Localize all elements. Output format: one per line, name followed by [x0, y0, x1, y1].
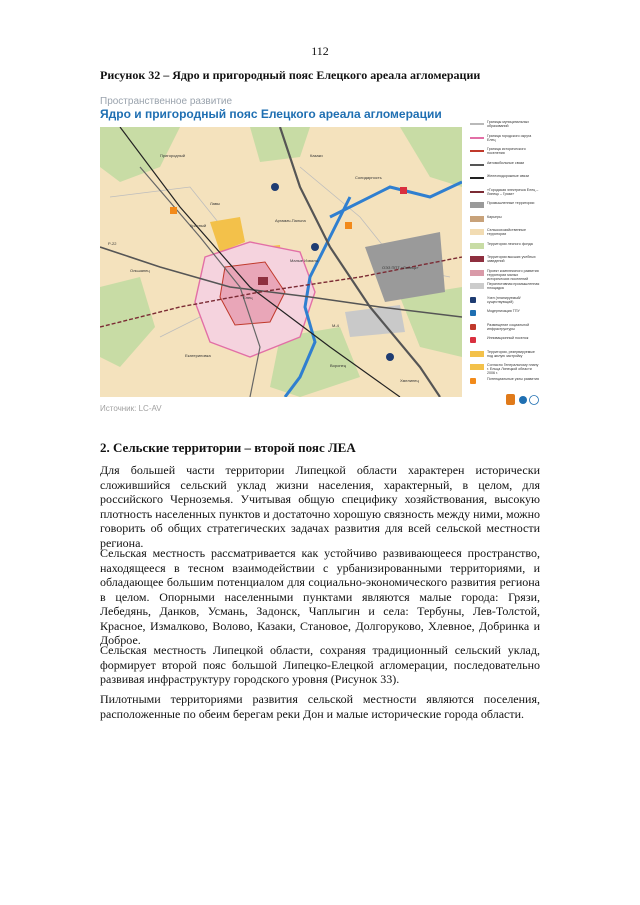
section-heading: 2. Сельские территории – второй пояс ЛЕА — [100, 440, 356, 455]
legend-swatch — [470, 202, 484, 208]
legend-swatch — [470, 177, 484, 179]
legend-swatch — [470, 216, 484, 222]
legend-label: Граница городского округа Елец — [487, 133, 532, 142]
legend-swatch — [470, 324, 476, 330]
legend-label: Границы муниципальных образований — [487, 120, 530, 128]
legend-label: Модернизация ТПУ — [487, 309, 520, 313]
legend-swatch — [470, 150, 484, 152]
legend-item — [470, 228, 540, 237]
legend-swatch — [470, 229, 484, 235]
legend-swatch — [470, 378, 476, 384]
paragraph: Пилотными территориями развития сельской местности являются поселения, расположенные по обеим берегам реки Дон и малые исторические города области. — [100, 692, 540, 721]
node-icon — [271, 183, 279, 191]
legend-swatch — [470, 256, 484, 262]
legend-swatch — [470, 243, 484, 249]
coat-of-arms-icon — [506, 394, 515, 405]
figure-caption: Рисунок 32 – Ядро и пригородный пояс Елецкого ареала агломерации — [100, 68, 481, 82]
map-label-place: Казаки — [310, 153, 323, 158]
map-label-place: Лавы — [210, 201, 220, 206]
legend-item — [470, 120, 540, 129]
legend-item — [470, 336, 540, 345]
node-icon — [311, 243, 319, 251]
legend-item — [470, 174, 540, 183]
page-number: 112 — [311, 44, 329, 58]
map-legend — [470, 120, 540, 420]
map-label-place: Красный — [190, 223, 207, 228]
legend-swatch — [470, 364, 484, 370]
legend-label: Перспективная промышленная площадка — [487, 282, 540, 290]
map-label-place: Екатериновка — [185, 353, 211, 358]
legend-item — [470, 309, 540, 318]
node-icon — [386, 353, 394, 361]
legend-swatch — [470, 297, 476, 303]
map-label-place: Хмелинец — [400, 378, 419, 383]
legend-label: Узел (планируемый/существующий) — [487, 295, 521, 304]
legend-label: Промышленные территории — [487, 201, 535, 205]
potential-node-icon — [345, 222, 352, 229]
legend-label: Железнодорожные связи — [487, 174, 530, 178]
legend-item — [470, 296, 540, 305]
figure-source: Источник: LC-AV — [100, 404, 162, 413]
paragraph: Сельская местность Липецкой области, сохраняя традиционный сельский уклад, формирует второй пояс большой Липецко-Елецкой агломерации, последовательно развивая инфраструктуру городского уровня (Рисунок 33). — [100, 643, 540, 686]
legend-item — [470, 242, 540, 251]
logo-icon — [530, 396, 539, 405]
figure-title: Ядро и пригородный пояс Елецкого ареала агломерации — [100, 107, 442, 121]
emblem-icon — [519, 396, 527, 404]
legend-label: Территории высших учебных заведений — [487, 255, 536, 263]
legend-swatch — [470, 191, 484, 193]
figure-section-label: Пространственное развитие — [100, 96, 233, 107]
legend-label: Территории, резервируемые под жилую застройку — [487, 349, 535, 358]
legend-item — [470, 188, 540, 197]
legend-item — [470, 377, 540, 386]
legend-swatch — [470, 137, 484, 139]
legend-item — [470, 161, 540, 170]
legend-label: Карьеры — [487, 214, 502, 219]
legend-label: Инновационный поселок — [487, 336, 529, 340]
legend-item — [470, 282, 540, 291]
map-label-road: Р-22 — [108, 241, 117, 246]
legend-item — [470, 268, 540, 281]
legend-swatch — [470, 283, 484, 289]
innovation-settlement-icon — [400, 187, 407, 194]
legend-label: «Городская электричка Елец – Липецк – Грязи» — [487, 187, 539, 196]
logos — [505, 392, 540, 407]
paragraph: Для большей части территории Липецкой области характерен исторически сложившийся сельский уклад жизни населения, характерный, в целом, для российского Черноземья. Учитывая общую специфику хозяйствования, высокую плотность населенных пунктов и достаточно хорошую связность между ними, можно говорить об общих стратегических задачах развития для всей сельской местности региона. — [100, 463, 540, 550]
legend-swatch — [470, 123, 484, 125]
legend-item — [470, 350, 540, 359]
university-territory — [258, 277, 268, 285]
legend-item — [470, 201, 540, 210]
legend-label: Размещение социальной инфраструктуры — [487, 322, 530, 331]
legend-item — [470, 215, 540, 224]
agglomeration-map — [100, 127, 462, 397]
legend-item — [470, 255, 540, 264]
legend-label: Потенциальные узлы развития — [487, 376, 539, 381]
map-label-road: М-4 — [332, 323, 339, 328]
legend-item — [470, 147, 540, 156]
legend-label: Проект комплексного развития территории малых исторических поселений — [487, 268, 539, 281]
figure — [100, 92, 540, 424]
map-label-place: Солидарность — [355, 175, 382, 180]
map-label-city: Елец — [243, 295, 253, 300]
legend-swatch — [470, 164, 484, 166]
legend-label: Граница исторического поселения — [487, 147, 526, 155]
map-label-place: Аргамач-Пальна — [275, 218, 306, 223]
legend-item — [470, 134, 540, 143]
paragraph: Сельская местность рассматривается как устойчиво развивающееся пространство, находящееся в тесном взаимодействии с урбанизированными территориями, и обладающее большим потенциалом для социально-экономического развития региона в целом. Опорными населенными пунктами являются малые города: Грязи, Лебедянь, Данков, Усмань, Задонск, Чаплыгин и села: Тербуны, Лев-Толстой, Красное, Измалково, Волово, Казаки, Становое, Долгоруково, Хлевное, Добринка и Доброе. — [100, 546, 540, 647]
map-label-place: Малые Извалы — [290, 258, 319, 263]
legend-label: Автомобильные связи — [487, 160, 525, 165]
legend-item — [470, 323, 540, 332]
map-label-place: Воронец — [330, 363, 347, 368]
map-label-place: Ольшанец — [130, 268, 150, 273]
legend-label: Территории лесного фонда — [487, 241, 533, 246]
map-label-place: Пригородный — [160, 153, 185, 158]
legend-label: Согласно Генеральному плану г. Ельца Липецкой области 2006 г. — [487, 363, 539, 375]
legend-swatch — [470, 351, 484, 357]
legend-swatch — [470, 337, 476, 343]
legend-swatch — [470, 270, 484, 276]
legend-label: Сельскохозяйственные территории — [487, 228, 526, 236]
map-label-zone: ОЭЗ ППТ «Липецк» — [382, 265, 419, 270]
legend-item — [470, 363, 540, 375]
potential-node-icon — [170, 207, 177, 214]
legend-swatch — [470, 310, 476, 316]
